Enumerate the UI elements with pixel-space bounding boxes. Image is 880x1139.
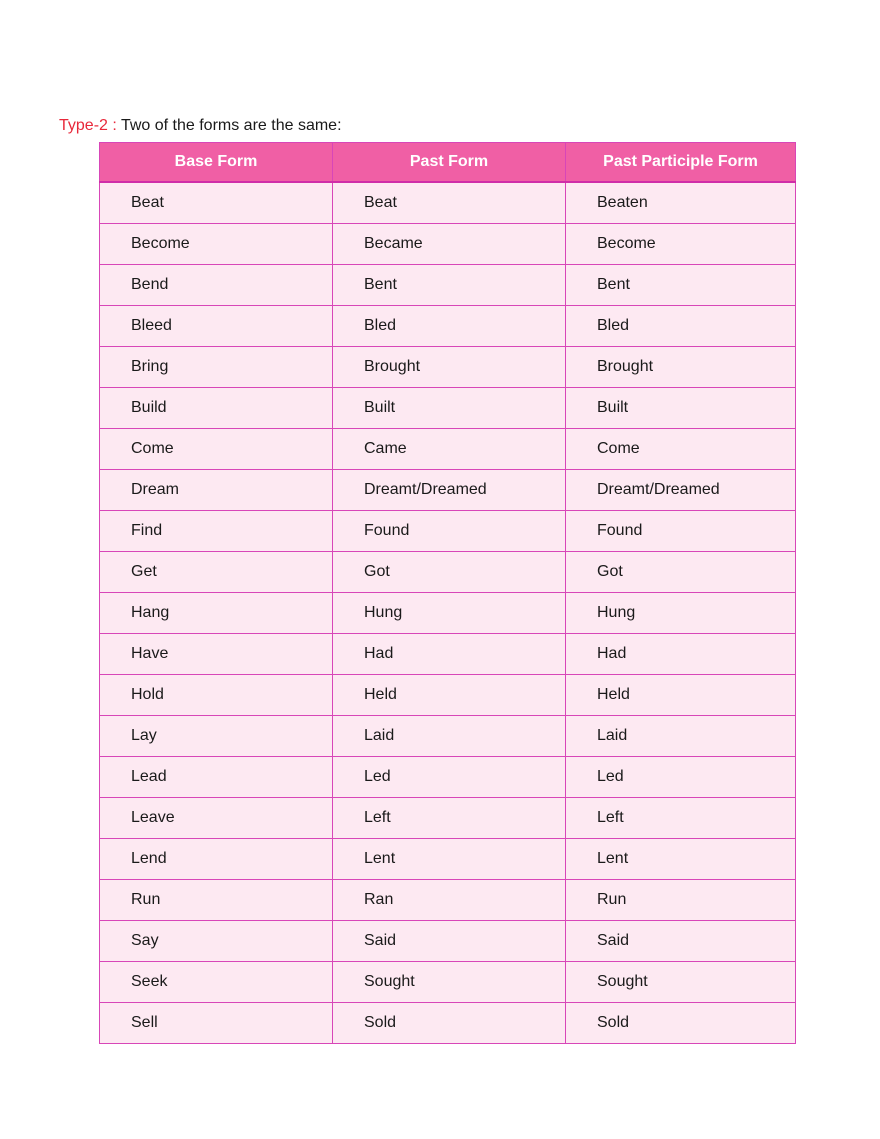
- past-form-cell: Held: [333, 675, 566, 716]
- table-row: [100, 388, 796, 429]
- past-form-cell: Brought: [333, 347, 566, 388]
- past-participle-cell: Hung: [566, 593, 796, 634]
- base-form-cell: Run: [100, 880, 333, 921]
- past-form-cell: Beat: [333, 182, 566, 224]
- past-participle-cell: Beaten: [566, 182, 796, 224]
- heading-description: Two of the forms are the same:: [120, 117, 342, 134]
- header-past-participle-form: Past Participle Form: [566, 143, 796, 183]
- header-base-form: Base Form: [100, 143, 333, 183]
- table-row: [100, 429, 796, 470]
- base-form-cell: Get: [100, 552, 333, 593]
- base-form-cell: Lead: [100, 757, 333, 798]
- past-form-cell: Left: [333, 798, 566, 839]
- past-form-cell: Got: [333, 552, 566, 593]
- past-form-cell: Hung: [333, 593, 566, 634]
- table-row: [100, 347, 796, 388]
- past-form-cell: Bled: [333, 306, 566, 347]
- table-row: [100, 511, 796, 552]
- past-participle-cell: Run: [566, 880, 796, 921]
- table-row: [100, 306, 796, 347]
- past-form-cell: Ran: [333, 880, 566, 921]
- past-participle-cell: Got: [566, 552, 796, 593]
- past-participle-cell: Said: [566, 921, 796, 962]
- table-row: [100, 552, 796, 593]
- base-form-cell: Bleed: [100, 306, 333, 347]
- past-participle-cell: Lent: [566, 839, 796, 880]
- base-form-cell: Sell: [100, 1003, 333, 1044]
- base-form-cell: Beat: [100, 182, 333, 224]
- table-header: [100, 143, 796, 183]
- past-form-cell: Had: [333, 634, 566, 675]
- past-participle-cell: Become: [566, 224, 796, 265]
- table-row: [100, 182, 796, 224]
- past-participle-cell: Held: [566, 675, 796, 716]
- base-form-cell: Lend: [100, 839, 333, 880]
- past-participle-cell: Found: [566, 511, 796, 552]
- base-form-cell: Hang: [100, 593, 333, 634]
- past-participle-cell: Brought: [566, 347, 796, 388]
- past-form-cell: Became: [333, 224, 566, 265]
- past-form-cell: Laid: [333, 716, 566, 757]
- table-row: [100, 798, 796, 839]
- past-participle-cell: Built: [566, 388, 796, 429]
- table-row: [100, 470, 796, 511]
- table-row: [100, 593, 796, 634]
- past-participle-cell: Laid: [566, 716, 796, 757]
- base-form-cell: Hold: [100, 675, 333, 716]
- table-row: [100, 962, 796, 1003]
- past-form-cell: Led: [333, 757, 566, 798]
- base-form-cell: Find: [100, 511, 333, 552]
- base-form-cell: Dream: [100, 470, 333, 511]
- table-row: [100, 757, 796, 798]
- past-participle-cell: Sold: [566, 1003, 796, 1044]
- past-form-cell: Found: [333, 511, 566, 552]
- header-past-form: Past Form: [333, 143, 566, 183]
- past-form-cell: Bent: [333, 265, 566, 306]
- table-row: [100, 921, 796, 962]
- table-row: [100, 1003, 796, 1044]
- past-form-cell: Said: [333, 921, 566, 962]
- base-form-cell: Bend: [100, 265, 333, 306]
- section-heading: [59, 116, 342, 136]
- verb-forms-table: [99, 142, 796, 1044]
- base-form-cell: Have: [100, 634, 333, 675]
- base-form-cell: Bring: [100, 347, 333, 388]
- past-form-cell: Sold: [333, 1003, 566, 1044]
- past-form-cell: Came: [333, 429, 566, 470]
- table-row: [100, 265, 796, 306]
- table-row: [100, 224, 796, 265]
- past-form-cell: Built: [333, 388, 566, 429]
- base-form-cell: Leave: [100, 798, 333, 839]
- past-participle-cell: Left: [566, 798, 796, 839]
- past-participle-cell: Bent: [566, 265, 796, 306]
- base-form-cell: Become: [100, 224, 333, 265]
- past-form-cell: Lent: [333, 839, 566, 880]
- base-form-cell: Come: [100, 429, 333, 470]
- table-row: [100, 880, 796, 921]
- header-row: [100, 143, 796, 183]
- past-participle-cell: Come: [566, 429, 796, 470]
- past-participle-cell: Dreamt/Dreamed: [566, 470, 796, 511]
- past-participle-cell: Led: [566, 757, 796, 798]
- past-form-cell: Dreamt/Dreamed: [333, 470, 566, 511]
- base-form-cell: Seek: [100, 962, 333, 1003]
- past-participle-cell: Sought: [566, 962, 796, 1003]
- base-form-cell: Lay: [100, 716, 333, 757]
- table-row: [100, 675, 796, 716]
- table-row: [100, 716, 796, 757]
- table-body: [100, 182, 796, 1044]
- type-label: Type-2 :: [59, 117, 117, 134]
- base-form-cell: Say: [100, 921, 333, 962]
- past-form-cell: Sought: [333, 962, 566, 1003]
- table-row: [100, 634, 796, 675]
- table-row: [100, 839, 796, 880]
- base-form-cell: Build: [100, 388, 333, 429]
- past-participle-cell: Had: [566, 634, 796, 675]
- past-participle-cell: Bled: [566, 306, 796, 347]
